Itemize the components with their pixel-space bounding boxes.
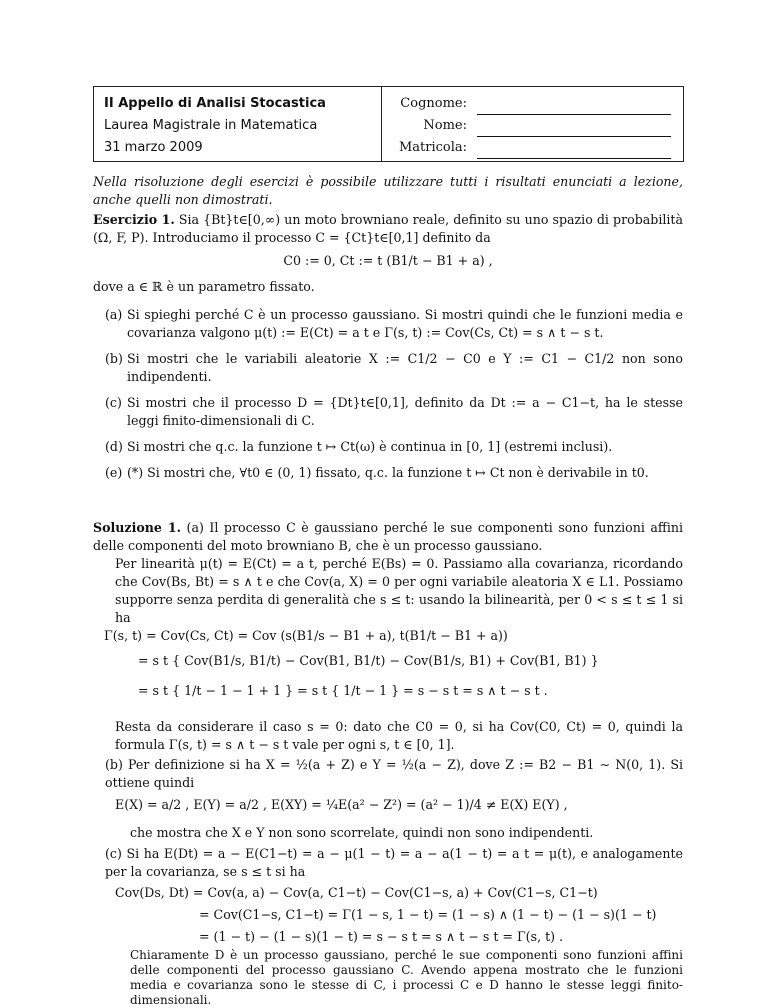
solution-label: Soluzione 1.: [93, 520, 181, 535]
course-name: Laurea Magistrale in Matematica: [104, 118, 318, 133]
solution-b: (b) Per definizione si ha X = ½(a + Z) e Y = ½(a − Z), dove Z := B2 − B1 ∼ N(0, 1). Si ottiene quindi: [105, 757, 683, 790]
solution-a-text: (a) Il processo C è gaussiano perché le sue componenti sono funzioni affini delle componenti del moto browniano B, che è un processo gaussiano.: [93, 520, 683, 553]
field-surname[interactable]: [382, 93, 671, 115]
eq-a-line2: = s t { Cov(B1/s, B1/t) − Cov(B1, B1/t) − Cov(B1/s, B1) + Cov(B1, B1) }: [138, 653, 599, 668]
item-c: [105, 394, 683, 430]
student-fields: [382, 87, 683, 161]
solution-a-case: Resta da considerare il caso s = 0: dato che C0 = 0, si ha Cov(C0, Ct) = 0, quindi la formula Γ(s, t) = s ∧ t − s t vale per ogni s, t ∈ [0, 1].: [115, 719, 683, 752]
item-text: Si spieghi perché C è un processo gaussiano. Si mostri quindi che le funzioni media e covarianza valgono μ(t) := E(Ct) = a t e Γ(s, t) := Cov(Cs, Ct) = s ∧ t − s t.: [127, 307, 683, 340]
field-line[interactable]: [477, 121, 671, 137]
item-text: Si mostri che le variabili aleatorie X := C1/2 − C0 e Y := C1 − C1/2 non sono indipendenti.: [127, 351, 683, 384]
item-text: Si mostri che q.c. la funzione t ↦ Ct(ω) è continua in [0, 1] (estremi inclusi).: [127, 439, 613, 454]
eq-b: E(X) = a/2 , E(Y) = a/2 , E(XY) = ¼E(a² − Z²) = (a² − 1)/4 ≠ E(X) E(Y) ,: [115, 797, 568, 812]
item-text: (*) Si mostri che, ∀t0 ∈ (0, 1) fissato, q.c. la funzione t ↦ Ct non è derivabile in t0.: [127, 465, 649, 480]
field-student-id[interactable]: [382, 137, 671, 159]
item-label: (e): [105, 465, 123, 480]
item-label: (c): [105, 395, 122, 410]
item-label: (d): [105, 439, 123, 454]
field-line[interactable]: [477, 143, 671, 159]
exam-title: II Appello di Analisi Stocastica: [104, 96, 326, 111]
header-box: [93, 86, 684, 162]
field-name[interactable]: [382, 115, 671, 137]
exercise-items: [105, 306, 683, 482]
solution-b-end: che mostra che X e Y non sono scorrelate, quindi non sono indipendenti.: [130, 825, 594, 840]
exercise-text: Sia {Bt}t∈[0,∞) un moto browniano reale, definito su uno spazio di probabilità (Ω, F, P). Introduciamo il processo C = {Ct}t∈[0,1] definito da: [93, 212, 683, 245]
item-e: [105, 464, 683, 482]
item-b: [105, 350, 683, 386]
parameter-note: dove a ∈ ℝ è un parametro fissato.: [93, 279, 315, 294]
item-label: (b): [105, 351, 123, 366]
definition-equation: C0 := 0, Ct := t (B1/t − B1 + a) ,: [283, 253, 493, 268]
intro-note: Nella risoluzione degli esercizi è possibile utilizzare tutti i risultati enunciati a lezione, anche quelli non dimostrati.: [93, 174, 683, 207]
solution-a-covariance: Per linearità μ(t) = E(Ct) = a t, perché E(Bs) = 0. Passiamo alla covarianza, ricordando che Cov(Bs, Bt) = s ∧ t e che Cov(a, X) = 0 per ogni variabile aleatoria X ∈ L1. Possiamo supporre senza perdita di generalità che s ≤ t: usando la bilinearità, per 0 < s ≤ t ≤ 1 si ha: [115, 556, 683, 625]
exercise-label: Esercizio 1.: [93, 212, 175, 227]
item-a: [105, 306, 683, 342]
field-label: Nome:: [423, 118, 467, 133]
item-label: (a): [105, 307, 123, 322]
exercise-1: [93, 211, 683, 247]
item-d: [105, 438, 683, 456]
eq-c-line2: = Cov(C1−s, C1−t) = Γ(1 − s, 1 − t) = (1 − s) ∧ (1 − t) − (1 − s)(1 − t): [199, 907, 657, 922]
item-text: Si mostri che il processo D = {Dt}t∈[0,1], definito da Dt := a − C1−t, ha le stesse leggi finito-dimensionali di C.: [127, 395, 683, 428]
solution-c-conclusion: Chiaramente D è un processo gaussiano, perché le sue componenti sono funzioni affini delle componenti del processo gaussiano C. Avendo appena mostrato che le funzioni media e covarianza sono le stesse di C, i processi C e D hanno le stesse leggi finito-dimensionali.: [130, 948, 683, 1007]
eq-a-line3: = s t { 1/t − 1 − 1 + 1 } = s t { 1/t − 1 } = s − s t = s ∧ t − s t .: [138, 683, 548, 698]
header-info: [94, 87, 382, 161]
field-label: Matricola:: [398, 140, 467, 155]
eq-c-line1: Cov(Ds, Dt) = Cov(a, a) − Cov(a, C1−t) − Cov(C1−s, a) + Cov(C1−s, C1−t): [115, 885, 598, 900]
exam-date: 31 marzo 2009: [104, 140, 203, 155]
solution-c: (c) Si ha E(Dt) = a − E(C1−t) = a − μ(1 − t) = a − a(1 − t) = a t = μ(t), e analogamente per la covarianza, se s ≤ t si ha: [105, 846, 683, 879]
field-label: Cognome:: [400, 96, 467, 111]
eq-c-line3: = (1 − t) − (1 − s)(1 − t) = s − s t = s ∧ t − s t = Γ(s, t) .: [199, 929, 564, 944]
eq-a-line1: Γ(s, t) = Cov(Cs, Ct) = Cov (s(B1/s − B1 + a), t(B1/t − B1 + a)): [104, 628, 508, 643]
solution-a-intro: [93, 519, 683, 555]
field-line[interactable]: [477, 99, 671, 115]
